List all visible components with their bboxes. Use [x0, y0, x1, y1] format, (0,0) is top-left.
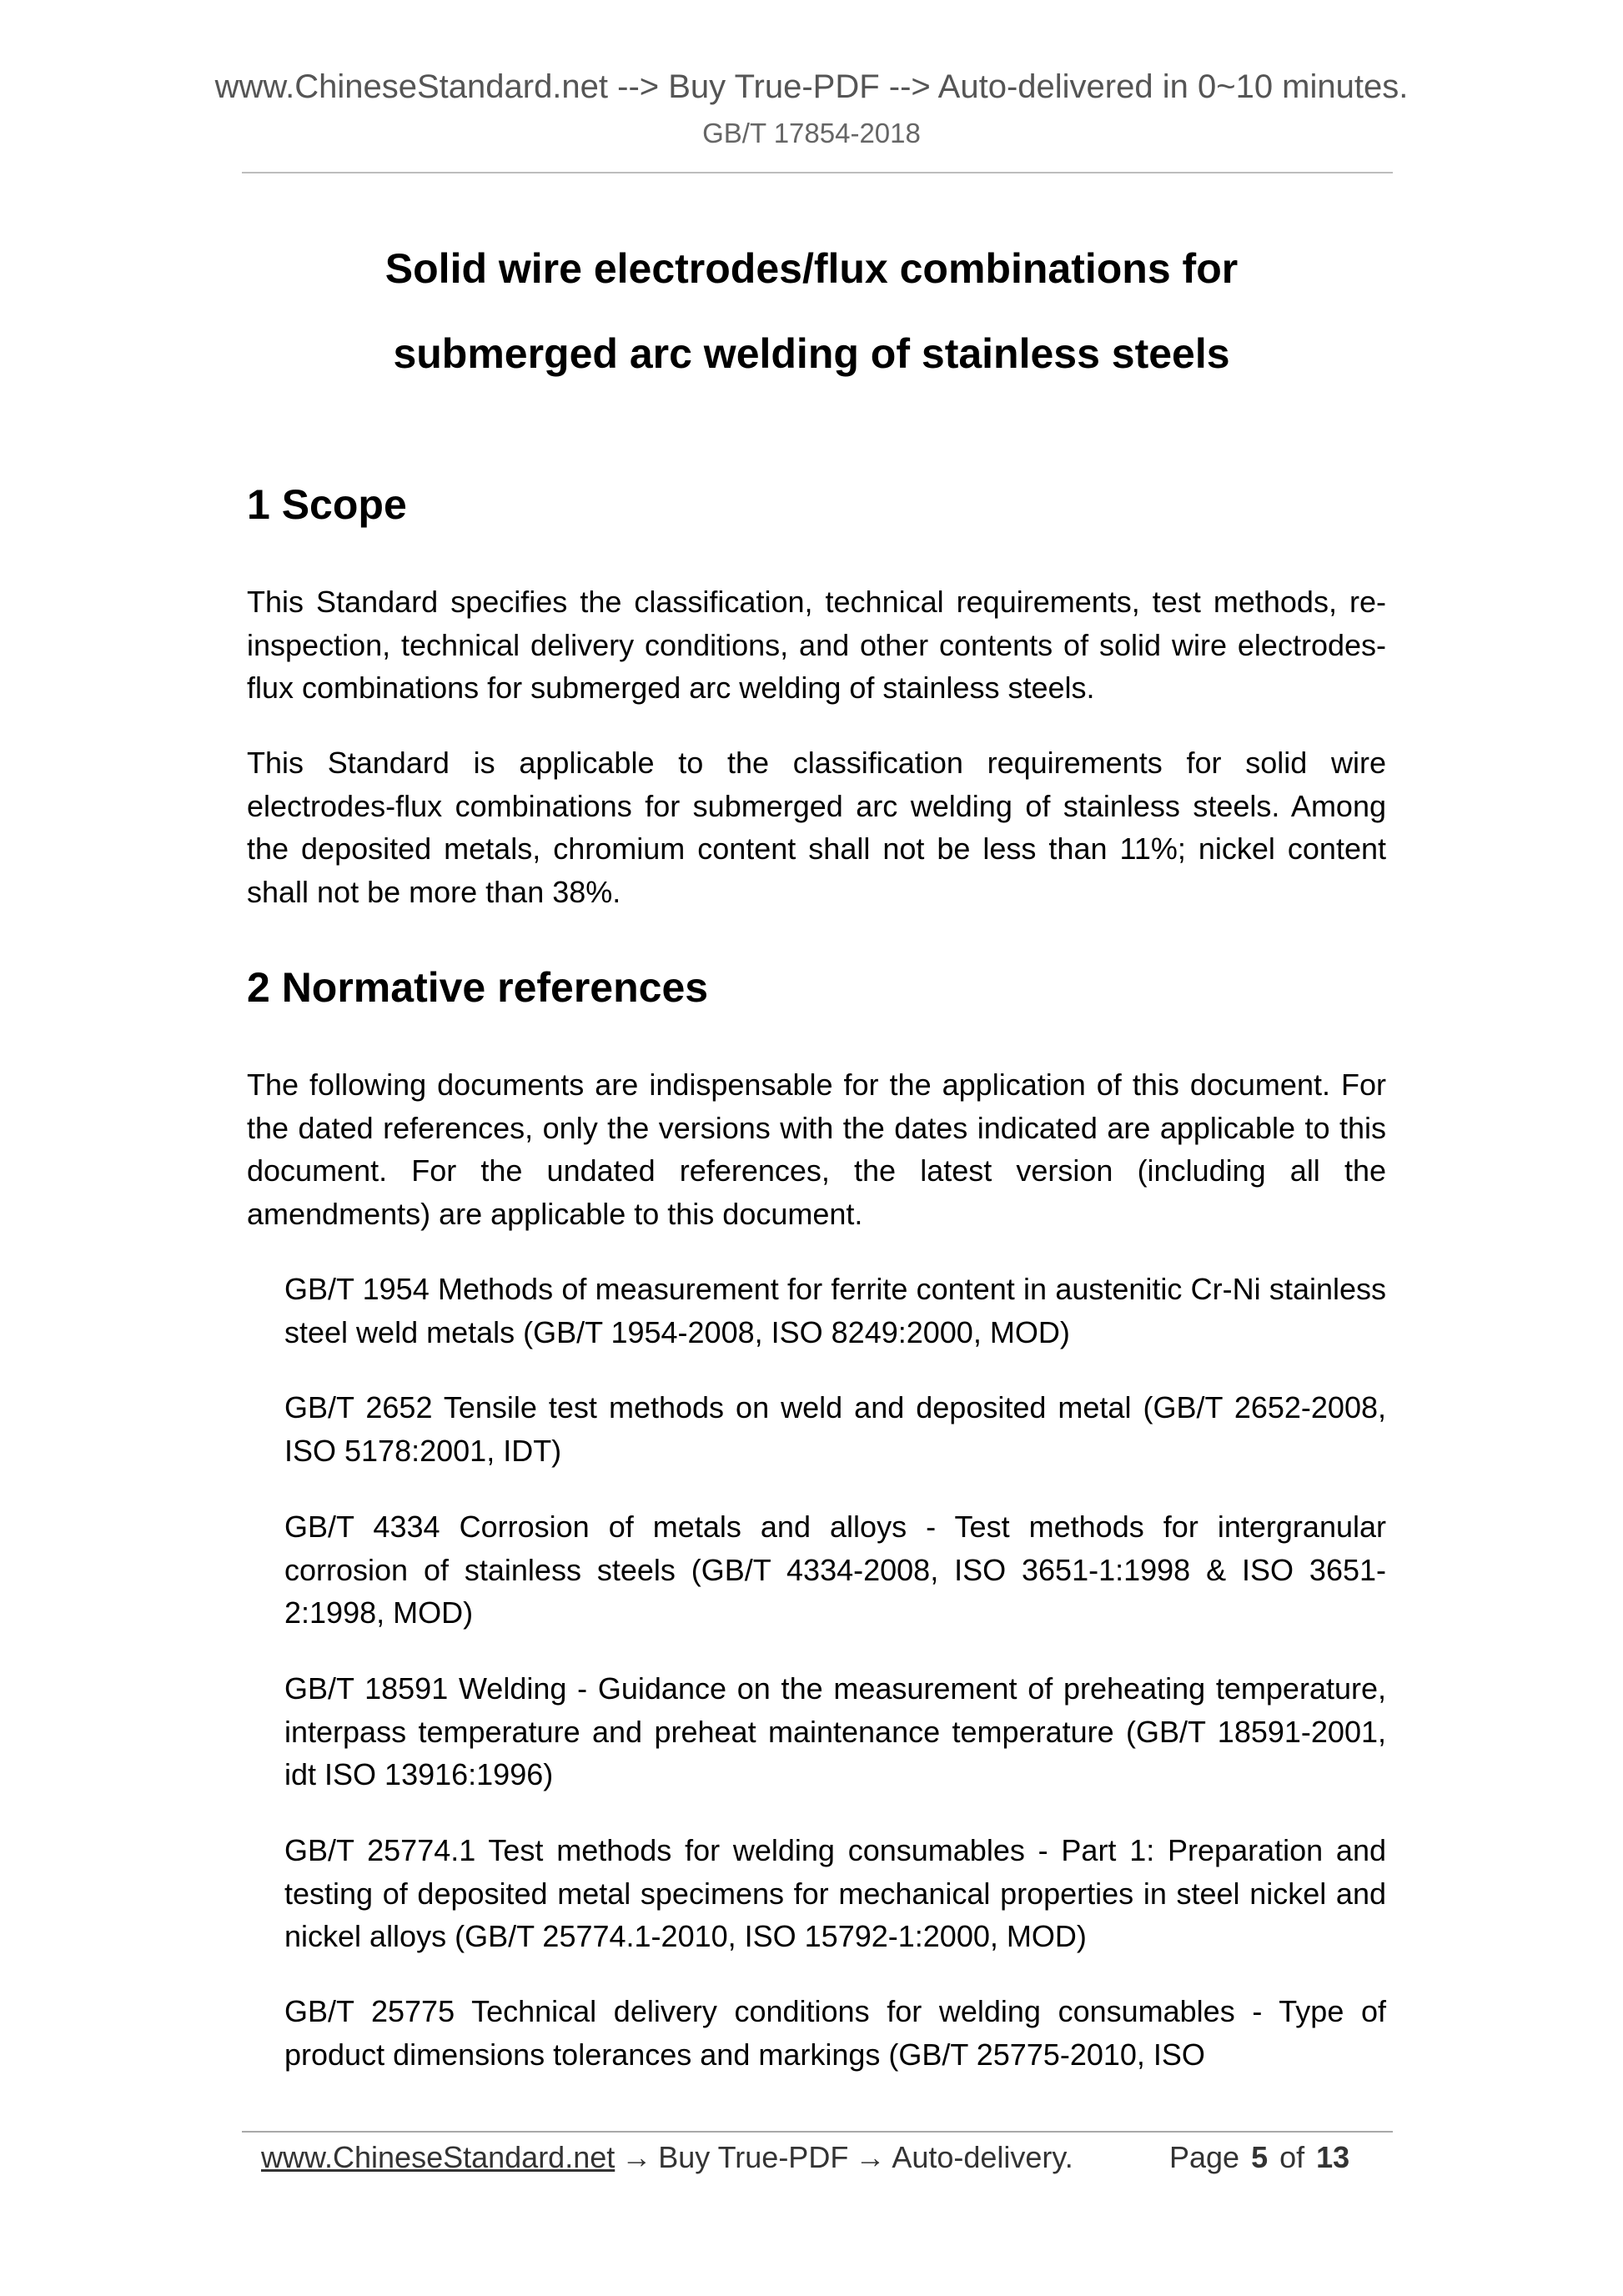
normative-intro-paragraph: The following documents are indispensable for the application of this document. For the dated references, only the versions with the dates indicated are applicable to this document. For the undated references, the latest version (including all the amendments) are applicable to this document. [247, 1068, 1386, 1231]
document-title-line-1: Solid wire electrodes/flux combinations for [384, 245, 1239, 292]
reference-item: GB/T 18591 Welding - Guidance on the measurement of preheating temperature, interpass temperature and preheat maintenance temperature (GB/T 18591-2001, idt ISO 13916:1996) [284, 1671, 1386, 1791]
document-title-line-2: submerged arc welding of stainless steels [393, 330, 1230, 377]
footer-divider [242, 2131, 1393, 2133]
header-divider [242, 172, 1393, 173]
scope-paragraph-2: This Standard is applicable to the classification requirements for solid wire electrodes-flux combinations for submerged arc welding of stainless steels. Among the deposited metals, chromium content shall not be less than 11%; nickel content shall not be more than 38%. [247, 746, 1386, 909]
footer-delivery-text: Auto-delivery. [892, 2140, 1073, 2174]
standard-number: GB/T 17854-2018 [702, 118, 921, 148]
header-banner: www.ChineseStandard.net --> Buy True-PDF --> Auto-delivered in 0~10 minutes. [214, 68, 1409, 105]
footer-buy-text: Buy True-PDF [658, 2140, 849, 2174]
reference-item: GB/T 2652 Tensile test methods on weld and deposited metal (GB/T 2652-2008, ISO 5178:2001, IDT) [284, 1390, 1386, 1468]
page-total: 13 [1316, 2140, 1350, 2174]
reference-item: GB/T 1954 Methods of measurement for ferrite content in austenitic Cr-Ni stainless steel weld metals (GB/T 1954-2008, ISO 8249:2000, MOD) [284, 1272, 1386, 1349]
footer-site-link[interactable]: www.ChineseStandard.net [261, 2140, 616, 2174]
arrow-right-icon: → [621, 2140, 652, 2174]
page-label: Page [1169, 2140, 1240, 2174]
page-current: 5 [1251, 2140, 1269, 2174]
page-of-label: of [1279, 2140, 1305, 2174]
section-heading-normative-references: 2 Normative references [247, 964, 709, 1011]
page-indicator [1169, 2137, 1349, 2178]
scope-paragraph-1: This Standard specifies the classification, technical requirements, test methods, re-inspection, technical delivery conditions, and other contents of solid wire electrodes-flux combinations for submerged arc welding of stainless steels. [247, 585, 1386, 705]
arrow-right-icon: → [855, 2140, 886, 2174]
reference-item: GB/T 25775 Technical delivery conditions for welding consumables - Type of product dimensions tolerances and markings (GB/T 25775-2010, ISO [284, 1994, 1386, 2072]
footer-links [261, 2137, 1073, 2178]
section-heading-scope: 1 Scope [247, 481, 407, 528]
reference-item: GB/T 25774.1 Test methods for welding consumables - Part 1: Preparation and testing of deposited metal specimens for mechanical properties in steel nickel and nickel alloys (GB/T 25774.1-2010, ISO 15792-1:2000, MOD) [284, 1833, 1386, 1953]
reference-item: GB/T 4334 Corrosion of metals and alloys - Test methods for intergranular corrosion of stainless steels (GB/T 4334-2008, ISO 3651-1:1998 & ISO 3651-2:1998, MOD) [284, 1510, 1386, 1630]
